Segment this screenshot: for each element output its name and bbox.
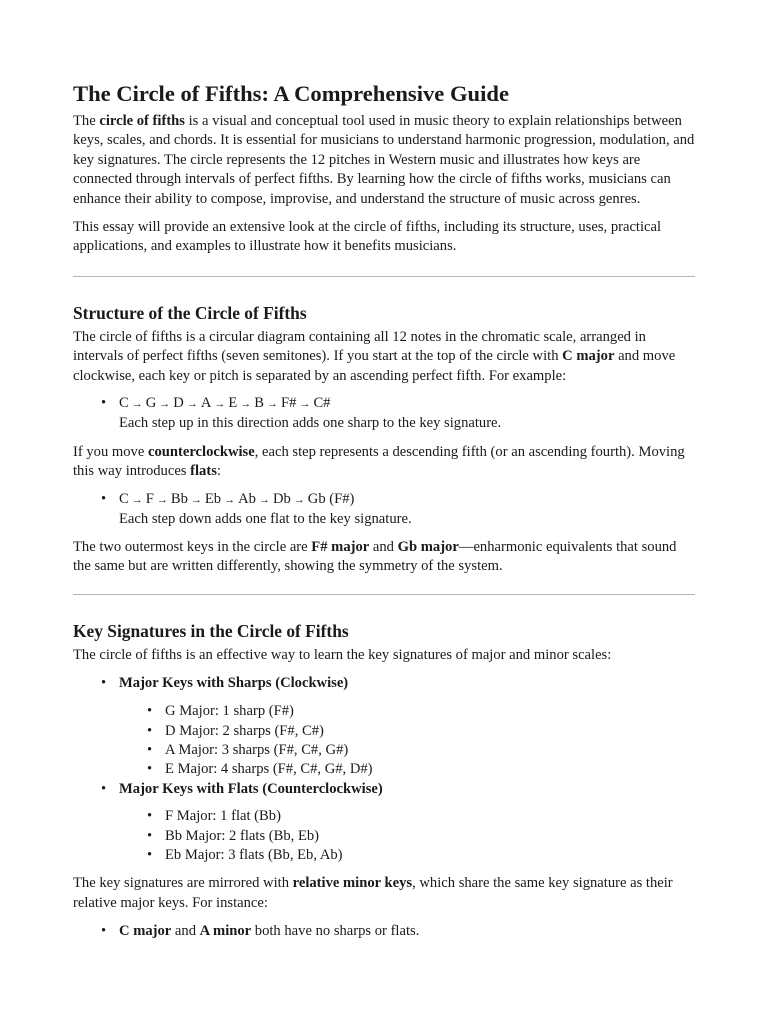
section-heading-key-signatures: Key Signatures in the Circle of Fifths <box>73 621 349 642</box>
sharps-list <box>73 702 695 780</box>
list-item: • Bb Major: 2 flats (Bb, Eb) <box>73 827 695 846</box>
sharp-sequence <box>119 394 695 414</box>
keysigs-paragraph-1: The circle of fifths is an effective way to learn the key signatures of major and minor scales: <box>73 647 612 664</box>
sharp-note: G <box>145 395 157 412</box>
flats-heading: Major Keys with Flats (Counterclockwise) <box>119 780 383 797</box>
structure-paragraph-1: The circle of fifths is a circular diagram containing all 12 notes in the chromatic scale, arranged in intervals of perfect fifths (seven semitones). If you start at the top of the circle with C major and move clockwise, each key or pitch is separated by an ascending perfect fifth. For example: <box>73 328 676 384</box>
arrow-icon: → <box>131 398 143 411</box>
arrow-icon: → <box>240 398 252 411</box>
flat-sequence <box>119 490 695 510</box>
list-item: • G Major: 1 sharp (F#) <box>73 702 695 721</box>
sharp-note: E <box>228 395 238 412</box>
intro-paragraph-2: This essay will provide an extensive look at the circle of fifths, including its structure, uses, practical applications, and examples to illustrate how it benefits musicians. <box>73 219 662 255</box>
list-item <box>73 394 695 434</box>
sharp-note: D <box>173 395 184 412</box>
flat-note: F <box>145 490 154 507</box>
flat-sequence-note: Each step down adds one flat to the key signature. <box>119 511 412 528</box>
intro-paragraph-1: The circle of fifths is a visual and conceptual tool used in music theory to explain relationships between keys, scales, and chords. It is essential for musicians to understand harmonic progression, modulation, and key signatures. The circle represents the 12 pitches in Western music and illustrates how keys are connected through intervals of perfect fifths. By learning how the circle of fifths works, musicians can enhance their ability to compose, improvise, and understand the structure of music across genres. <box>73 113 695 207</box>
sharp-sequence-note: Each step up in this direction adds one sharp to the key signature. <box>119 415 502 432</box>
section-heading-structure: Structure of the Circle of Fifths <box>73 302 307 323</box>
list-item: • D Major: 2 sharps (F#, C#) <box>73 722 695 741</box>
list-item: • F Major: 1 flat (Bb) <box>73 807 695 826</box>
flat-note: Db <box>272 490 291 507</box>
sharp-note: C# <box>313 395 331 412</box>
arrow-icon: → <box>267 398 279 411</box>
structure-paragraph-2: If you move counterclockwise, each step represents a descending fifth (or an ascending fourth). Moving this way introduces flats: <box>73 443 685 480</box>
list-item <box>73 490 695 530</box>
flat-note: Gb (F#) <box>307 490 355 507</box>
arrow-icon: → <box>131 493 143 506</box>
divider <box>73 594 695 595</box>
flat-note: C <box>119 490 129 507</box>
sharp-note: A <box>200 395 212 412</box>
list-item: • E Major: 4 sharps (F#, C#, G#, D#) <box>73 760 695 779</box>
sharp-sequence-list <box>73 394 695 434</box>
sharp-note: B <box>254 395 265 412</box>
flat-note: Eb <box>204 490 222 507</box>
flats-list <box>73 807 695 865</box>
arrow-icon: → <box>214 398 226 411</box>
key-signature-list <box>73 674 695 866</box>
arrow-icon: → <box>186 398 198 411</box>
flat-note: Ab <box>238 490 256 507</box>
arrow-icon: → <box>293 493 305 506</box>
keysigs-paragraph-2: The key signatures are mirrored with relative minor keys, which share the same key signature as their relative major keys. For instance: <box>73 875 673 911</box>
flat-sequence-list <box>73 490 695 530</box>
list-item: • A Major: 3 sharps (F#, C#, G#) <box>73 741 695 760</box>
page-title: The Circle of Fifths: A Comprehensive Guide <box>73 81 509 106</box>
arrow-icon: → <box>224 493 236 506</box>
arrow-icon: → <box>156 493 168 506</box>
structure-paragraph-3: The two outermost keys in the circle are F# major and Gb major—enharmonic equivalents that sound the same but are written differently, showing the symmetry of the system. <box>73 538 677 574</box>
sharp-note: F# <box>281 395 297 412</box>
list-item: • C major and A minor both have no sharps or flats. <box>73 922 695 941</box>
arrow-icon: → <box>299 398 311 411</box>
flat-note: Bb <box>170 490 188 507</box>
divider <box>73 276 695 277</box>
arrow-icon: → <box>159 398 171 411</box>
list-item: • Eb Major: 3 flats (Bb, Eb, Ab) <box>73 846 695 865</box>
sharps-heading: Major Keys with Sharps (Clockwise) <box>119 674 349 691</box>
sharp-note: C <box>119 395 129 412</box>
example-list <box>73 922 695 941</box>
list-item <box>73 780 695 866</box>
arrow-icon: → <box>190 493 202 506</box>
list-item <box>73 674 695 780</box>
arrow-icon: → <box>258 493 270 506</box>
